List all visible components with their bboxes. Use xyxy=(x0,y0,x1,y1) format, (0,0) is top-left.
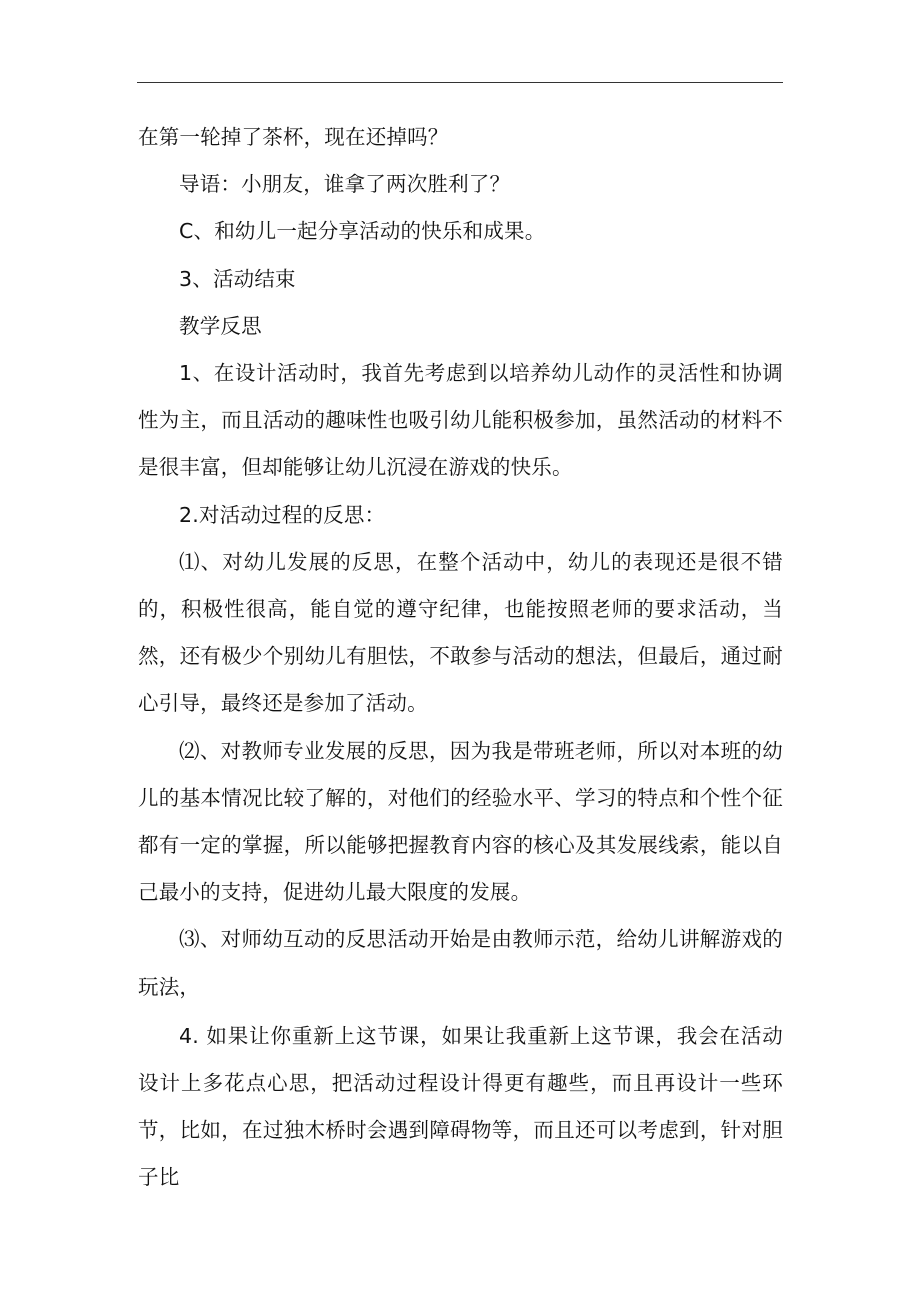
paragraph-guide-question: 导语：小朋友，谁拿了两次胜利了？ xyxy=(179,172,511,197)
paragraph-reflection-1: 1、在设计活动时，我首先考虑到以培养幼儿动作的灵活性和协调性为主，而且活动的趣味性也吸引幼儿能积极参加，虽然活动的材料不是很丰富，但却能够让幼儿沉浸在游戏的快乐。 xyxy=(138,361,783,480)
section-heading-teaching-reflection: 教学反思 xyxy=(179,313,262,338)
paragraph-reflection-2-heading: 2.对活动过程的反思： xyxy=(179,502,386,527)
paragraph-reflection-interaction: ⑶、对师幼互动的反思活动开始是由教师示范，给幼儿讲解游戏的玩法， xyxy=(138,927,783,999)
document-body xyxy=(138,114,783,1202)
paragraph-reflection-4: 4. 如果让你重新上这节课，如果让我重新上这节课，我会在活动设计上多花点心思，把活动过程设计得更有趣些，而且再设计一些环节，比如，在过独木桥时会遇到障碍物等，而且还可以考虑到，针对胆子比 xyxy=(138,1023,783,1190)
paragraph-continuation: 在第一轮掉了茶杯，现在还掉吗？ xyxy=(138,125,449,149)
paragraph-reflection-teacher-development: ⑵、对教师专业发展的反思，因为我是带班老师，所以对本班的幼儿的基本情况比较了解的，对他们的经验水平、学习的特点和个性个征都有一定的掌握，所以能够把握教育内容的核心及其发展线索，能以自己最小的支持，促进幼儿最大限度的发展。 xyxy=(138,738,783,905)
header-rule xyxy=(137,82,783,83)
paragraph-activity-end: 3、活动结束 xyxy=(179,266,296,291)
paragraph-share-results: C、和幼儿一起分享活动的快乐和成果。 xyxy=(179,219,546,244)
paragraph-reflection-child-development: ⑴、对幼儿发展的反思，在整个活动中，幼儿的表现还是很不错的，积极性很高，能自觉的遵守纪律，也能按照老师的要求活动，当然，还有极少个别幼儿有胆怯，不敢参与活动的想法，但最后，通过耐心引导，最终还是参加了活动。 xyxy=(138,549,783,716)
